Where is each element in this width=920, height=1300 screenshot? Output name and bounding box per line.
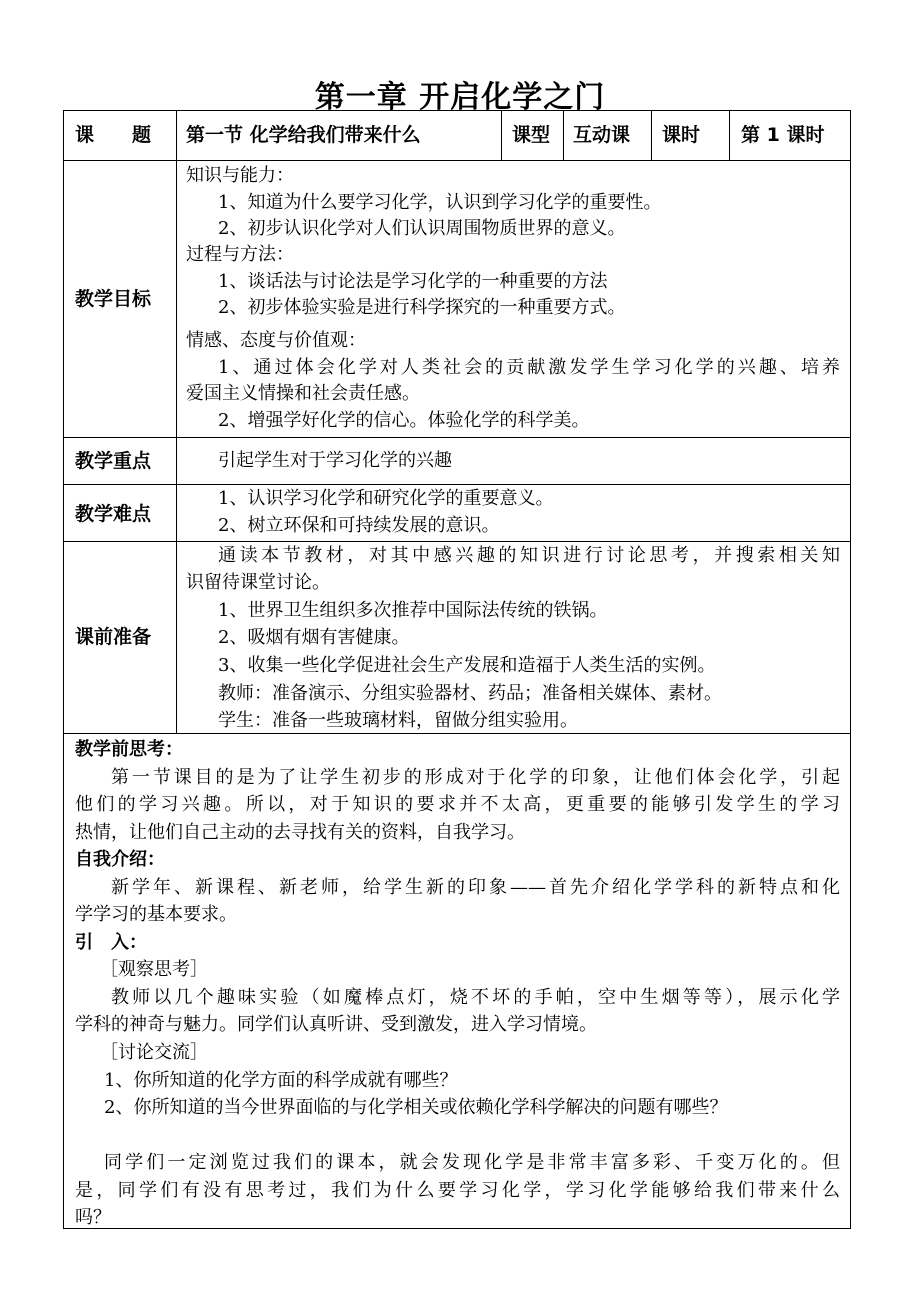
row-divider <box>63 437 851 438</box>
discuss-line: 1、你所知道的化学方面的科学成就有哪些？ <box>104 1070 458 1091</box>
column-divider <box>651 110 652 160</box>
difficulty-label: 教学难点 <box>75 503 152 525</box>
objective-line: 1、知道为什么要学习化学，认识到学习化学的重要性。 <box>218 192 662 213</box>
discuss-tag: ［讨论交流］ <box>100 1042 208 1063</box>
discuss-line: 2、你所知道的当今世界面临的与化学相关或依赖化学科学解决的问题有哪些？ <box>104 1097 728 1118</box>
topic-label: 课 题 <box>75 124 152 146</box>
closing-line: 是，同学们有没有思考过，我们为什么要学习化学，学习化学能够给我们带来什么 <box>75 1180 840 1201</box>
intro-line: 新学年、新课程、新老师，给学生新的印象——首先介绍化学学科的新特点和化 <box>111 877 840 898</box>
column-divider <box>176 110 177 733</box>
objective-line: 知识与能力： <box>186 165 294 186</box>
preparation-line: 通读本节教材，对其中感兴趣的知识进行讨论思考，并搜索相关知 <box>218 545 840 566</box>
reflection-heading: 教学前思考： <box>75 739 183 760</box>
observe-tag: ［观察思考］ <box>100 959 208 980</box>
objective-line: 2、初步体验实验是进行科学探究的一种重要方式。 <box>218 297 626 318</box>
column-divider <box>729 110 730 160</box>
document-title: 第一章 开启化学之门 <box>314 80 606 115</box>
difficulty-line: 1、认识学习化学和研究化学的重要意义。 <box>218 488 554 509</box>
objective-line: 1、通过体会化学对人类社会的贡献激发学生学习化学的兴趣、培养 <box>218 357 840 378</box>
preparation-line: 1、世界卫生组织多次推荐中国际法传统的铁锅。 <box>218 600 608 621</box>
objective-line: 2、初步认识化学对人们认识周围物质世界的意义。 <box>218 218 626 239</box>
topic-value: 第一节 化学给我们带来什么 <box>186 124 421 146</box>
objective-line: 爱国主义情操和社会责任感。 <box>186 383 420 404</box>
reflection-line: 第一节课目的是为了让学生初步的形成对于化学的印象，让他们体会化学，引起 <box>111 767 840 788</box>
preparation-line: 教师：准备演示、分组实验器材、药品；准备相关媒体、素材。 <box>218 683 722 704</box>
observe-line: 学科的神奇与魅力。同学们认真听讲、受到激发，进入学习情境。 <box>75 1014 597 1035</box>
row-divider <box>63 484 851 485</box>
preparation-line: 学生：准备一些玻璃材料，留做分组实验用。 <box>218 710 578 731</box>
key-point-text: 引起学生对于学习化学的兴趣 <box>218 450 452 471</box>
preparation-line: 3、收集一些化学促进社会生产发展和造福于人类生活的实例。 <box>218 655 716 676</box>
closing-line: 吗？ <box>75 1207 111 1228</box>
period-value: 第 1 课时 <box>741 124 825 146</box>
intro-line: 学学习的基本要求。 <box>75 904 237 925</box>
row-divider <box>63 160 851 161</box>
objective-line: 情感、态度与价值观： <box>186 330 366 351</box>
objective-line: 过程与方法： <box>186 244 294 265</box>
preparation-line: 2、吸烟有烟有害健康。 <box>218 627 410 648</box>
column-divider <box>563 110 564 160</box>
reflection-line: 他们的学习兴趣。所以，对于知识的要求并不太高，更重要的能够引发学生的学习 <box>75 794 840 815</box>
preparation-label: 课前准备 <box>75 626 152 648</box>
reflection-line: 热情，让他们自己主动的去寻找有关的资料，自我学习。 <box>75 822 525 843</box>
period-label: 课时 <box>662 124 701 146</box>
lead-heading: 引 入： <box>75 932 147 953</box>
row-divider <box>63 541 851 542</box>
objectives-label: 教学目标 <box>75 288 152 310</box>
preparation-line: 识留待课堂讨论。 <box>186 572 330 593</box>
objective-line: 1、谈话法与讨论法是学习化学的一种重要的方法 <box>218 271 608 292</box>
column-divider <box>501 110 502 160</box>
lesson-type-label: 课型 <box>512 124 551 146</box>
lesson-type-value: 互动课 <box>573 124 631 146</box>
objective-line: 2、增强学好化学的信心。体验化学的科学美。 <box>218 410 590 431</box>
difficulty-line: 2、树立环保和可持续发展的意识。 <box>218 515 500 536</box>
observe-line: 教师以几个趣味实验（如魔棒点灯，烧不坏的手帕，空中生烟等等），展示化学 <box>111 987 840 1008</box>
key-point-label: 教学重点 <box>75 450 152 472</box>
intro-heading: 自我介绍： <box>75 849 165 870</box>
closing-line: 同学们一定浏览过我们的课本，就会发现化学是非常丰富多彩、千变万化的。但 <box>104 1152 840 1173</box>
